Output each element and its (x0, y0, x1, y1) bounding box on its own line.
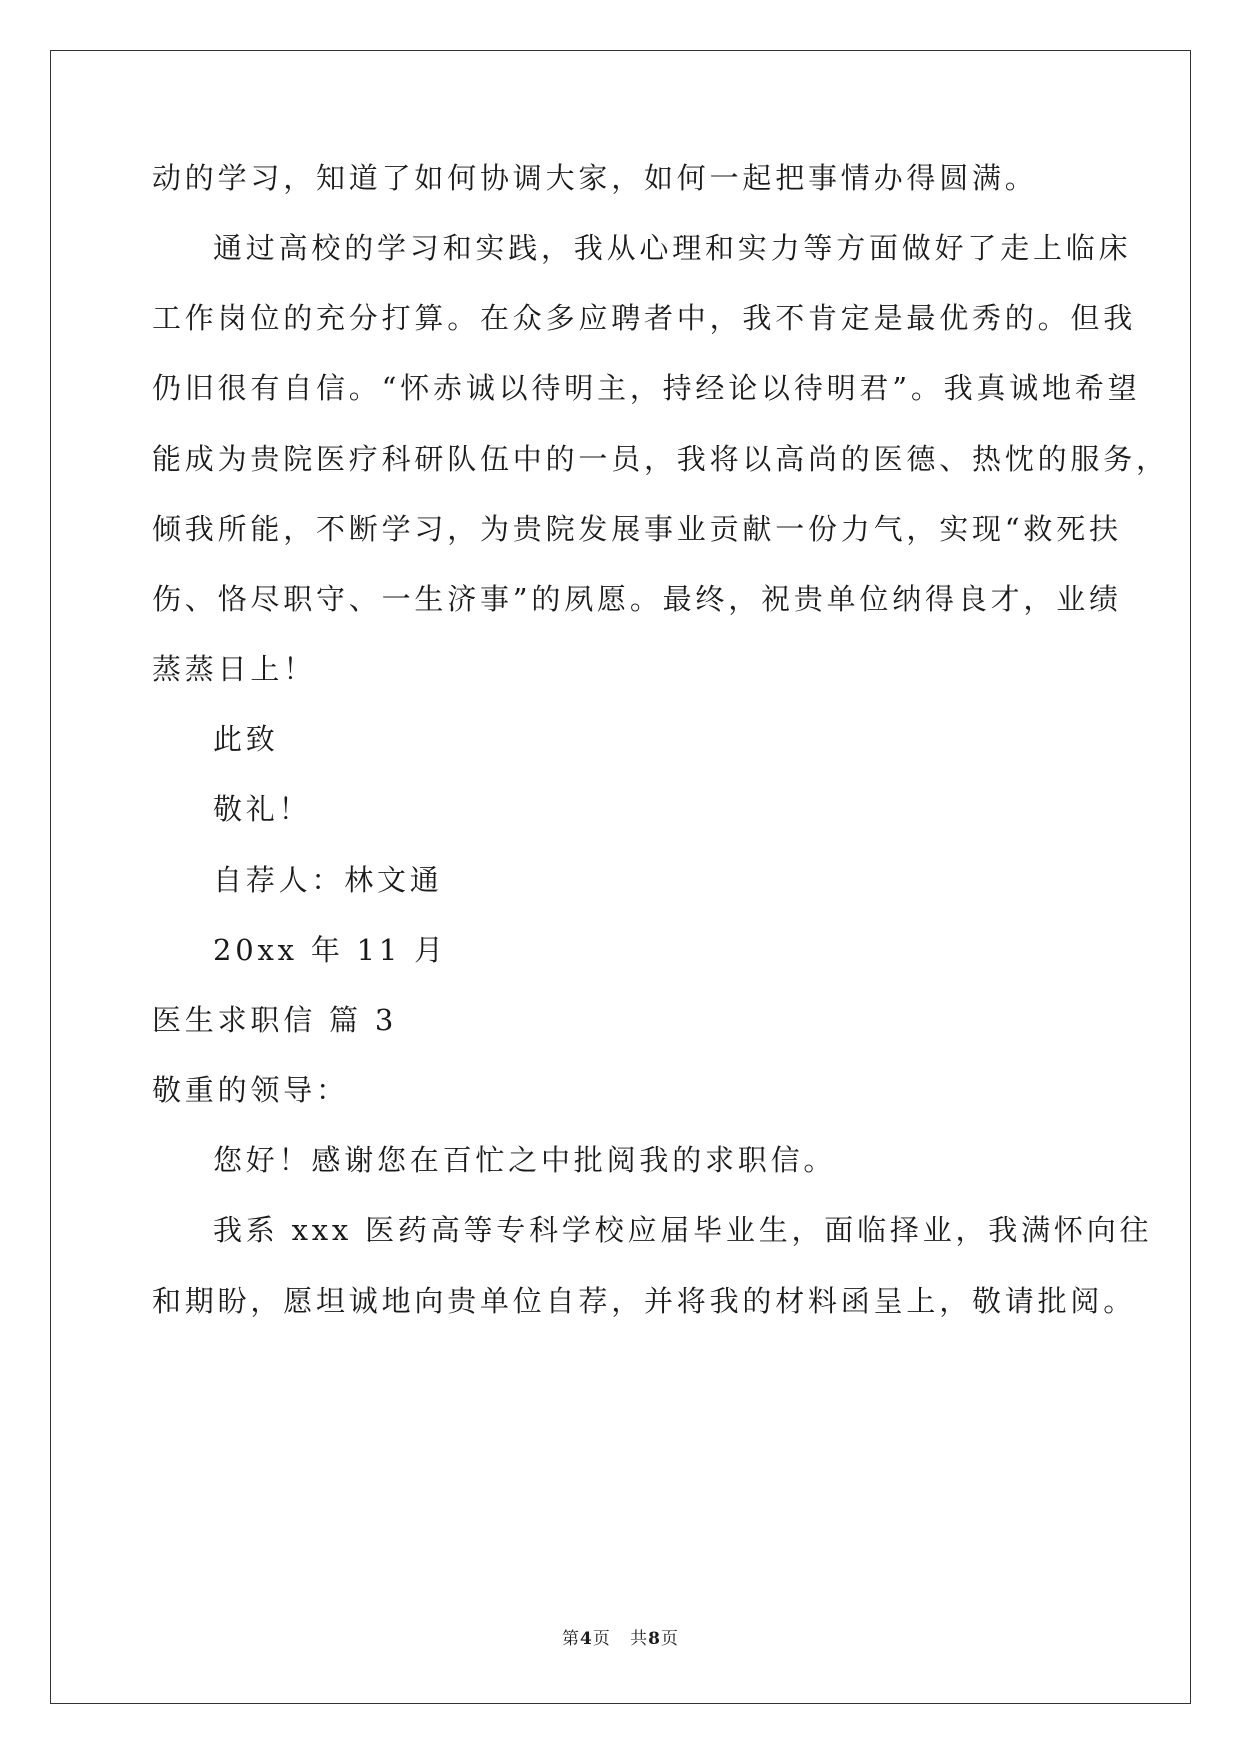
text-line: 仍旧很有自信。“怀赤诚以待明主，持经论以待明君”。我真诚地希望 (152, 371, 1141, 405)
text-line: 和期盼，愿坦诚地向贵单位自荐，并将我的材料函呈上，敬请批阅。 (152, 1284, 1137, 1318)
page-mid: 页 共 (592, 1629, 649, 1649)
text-line: 我系 xxx 医药高等专科学校应届毕业生，面临择业，我满怀向往 (213, 1213, 1153, 1247)
text-line: 伤、恪尽职守、一生济事”的夙愿。最终，祝贵单位纳得良才，业绩 (152, 582, 1122, 616)
text-line: 倾我所能，不断学习，为贵院发展事业贡献一份力气，实现“救死扶 (152, 512, 1122, 546)
closing-regards: 敬礼！ (213, 792, 312, 826)
text-line: 通过高校的学习和实践，我从心理和实力等方面做好了走上临床 (213, 231, 1132, 265)
text-line: 动的学习，知道了如何协调大家，如何一起把事情办得圆满。 (152, 161, 1038, 195)
text-line: 能成为贵院医疗科研队伍中的一员，我将以高尚的医德、热忱的服务， (152, 442, 1169, 476)
date-line: 20xx 年 11 月 (213, 933, 447, 967)
greeting-line: 敬重的领导： (152, 1073, 349, 1107)
page-number-footer (0, 1628, 1241, 1650)
closing-salutation: 此致 (213, 722, 279, 756)
text-line: 工作岗位的充分打算。在众多应聘者中，我不肯定是最优秀的。但我 (152, 301, 1137, 335)
current-page-number: 4 (580, 1629, 593, 1649)
text-line: 蒸蒸日上！ (152, 652, 317, 686)
page-suffix: 页 (660, 1629, 679, 1649)
signature-line: 自荐人：林文通 (213, 863, 443, 897)
total-page-number: 8 (648, 1629, 661, 1649)
page-prefix: 第 (562, 1629, 581, 1649)
text-line: 您好！感谢您在百忙之中批阅我的求职信。 (213, 1143, 837, 1177)
section-heading: 医生求职信 篇 3 (152, 1003, 398, 1037)
